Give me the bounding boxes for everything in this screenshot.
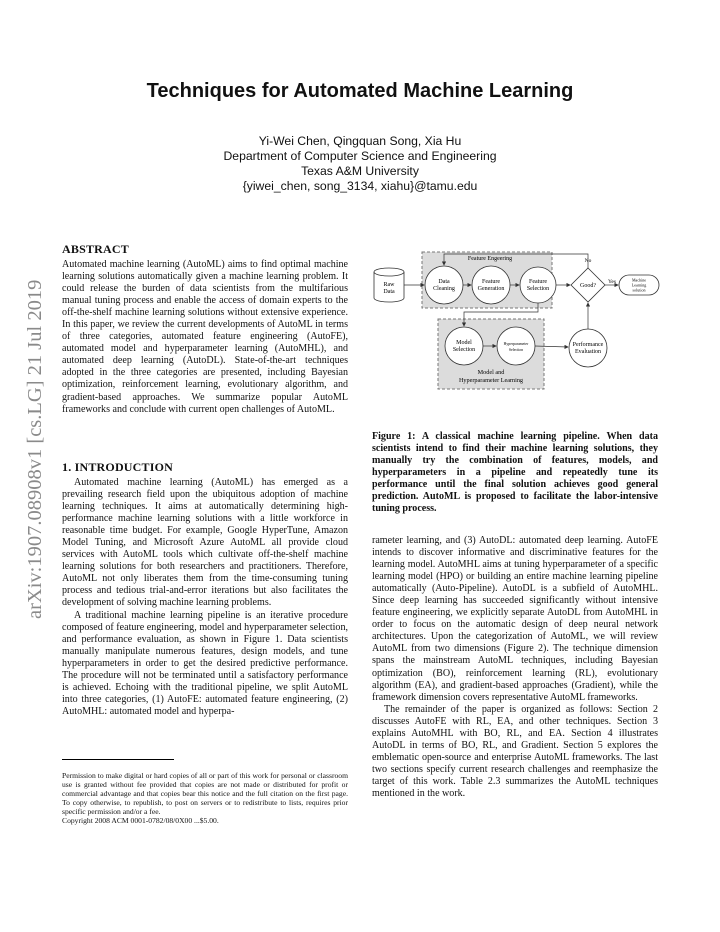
hyperparameter-label-1: Hyperparameter xyxy=(503,342,529,346)
model-selection-node xyxy=(445,327,483,365)
good-label: Good? xyxy=(580,283,596,289)
pipeline-figure xyxy=(368,250,662,426)
model-group-label-2: Hyperparameter Learning xyxy=(458,377,524,384)
author-email: {yiwei_chen, song_3134, xiahu}@tamu.edu xyxy=(242,179,478,193)
feature-selection-label-1: Feature xyxy=(529,279,547,285)
author-department: Department of Computer Science and Engineering xyxy=(223,149,497,163)
introduction-section xyxy=(62,460,348,718)
author-university: Texas A&M University xyxy=(301,164,419,178)
solution-label-2: Learning xyxy=(631,282,647,288)
performance-label-2: Evaluation xyxy=(575,349,601,355)
footnote-rule xyxy=(62,759,174,760)
paper-title: Techniques for Automated Machine Learning xyxy=(146,80,574,102)
right-paragraph-1: rameter learning, and (3) AutoDL: automated deep learning. AutoFE intends to discover informative and discriminative features for the learning model. AutoMHL aims at tuning hyperparameter of a specific learning model (HPO) or building an entire machine learning pipeline automatically (Auto-Pipeline). AutoDL is a subfield of AutoMHL. Since deep learning has succeeded significantly without intensive feature engineering, we explicitly separate AutoDL from AutoMHL in order to focus on the automatic design of deep neural network architectures. Upon the categorization of AutoML, we will review AutoML from two dimensions (Figure 2). The technique dimension spans the mainstream AutoML techniques, including Bayesian optimization (BO), reinforcement learning (RL), evolutionary algorithm (EA), and gradient-based approaches (Gradient), while the framework dimension covers representative AutoML frameworks. xyxy=(372,535,658,703)
author-names: Yi-Wei Chen, Qingquan Song, Xia Hu xyxy=(258,134,462,148)
hyperparameter-label-2: Selection xyxy=(508,348,524,352)
introduction-heading: 1. INTRODUCTION xyxy=(62,460,174,474)
model-selection-label-1: Model xyxy=(456,340,472,346)
data-cleaning-label-2: Cleaning xyxy=(433,286,455,292)
right-column-text xyxy=(372,535,658,800)
abstract-section xyxy=(62,242,348,416)
intro-paragraph-2: A traditional machine learning pipeline is an iterative procedure composed of feature engineering, model and hyperparameter selection, and performance evaluation, as shown in Figure 1. Data scientists manually manipulate numerous features, design models, and tune hyperparameters in order to get the desired predictive performance. The procedure will not be terminated until a satisfactory performance is achieved. Echoing with the traditional pipeline, we split AutoML into three categories, (1) AutoFE: automated feature engineering, (2) AutoMHL: automated model and hyperpa- xyxy=(62,609,348,717)
raw-data-label-1: Raw xyxy=(383,282,395,288)
figure-caption: Figure 1: A classical machine learning pipeline. When data scientists intend to find their machine learning solutions, they manually try the combination of features, models, and hyperparameters in a pipeline and repeatedly tune its performance until the final solution achieves good general prediction. AutoML is proposed to facilitate the labor-intensive tuning process. xyxy=(372,431,658,514)
intro-paragraph-1: Automated machine learning (AutoML) has emerged as a prevailing research field upon the ubiquitous adoption of machine learning techniques. It aims at automatically determining high-performance machine learning solutions with a little workforce in reasonable time budget. For example, Google HyperTune, Amazon Model Tuning, and Microsoft Azure AutoML all provide cloud services with AutoML tools which cultivate off-the-shelf machine learning solutions for both researchers and practitioners. Therefore, AutoML not only liberates them from the time-consuming tuning process and tedious trial-and-error iterations but also facilitates the development of solving machine learning problems. xyxy=(62,477,348,609)
arxiv-watermark: arXiv:1907.08908v1 [cs.LG] 21 Jul 2019 xyxy=(24,279,46,619)
abstract-text: Automated machine learning (AutoML) aims to find optimal machine learning solutions automatically given a machine learning problem. It could release the burden of data scientists from the multifarious manual tuning process and enable the access of domain experts to the off-the-shelf machine learning solutions without extensive experience. In this paper, we review the current developments of AutoML in terms of three categories, automated feature engineering (AutoFE), automated model and hyperparameter learning (AutoMHL), and automated deep learning (AutoDL). State-of-the-art techniques adopted in the three categories are presented, including Bayesian optimization, reinforcement learning, evolutionary algorithm, and gradient-based approaches. We summarize popular AutoML frameworks and conclude with current open challenges of AutoML. xyxy=(62,259,348,415)
data-cleaning-node xyxy=(425,266,463,304)
solution-label-1: Machine xyxy=(632,277,646,283)
performance-evaluation-node xyxy=(569,329,607,367)
yes-label: Yes xyxy=(607,279,617,285)
model-selection-label-2: Selection xyxy=(452,347,476,353)
feature-generation-label-1: Feature xyxy=(482,279,500,285)
feature-selection-node xyxy=(520,267,556,303)
model-group-label-1: Model and xyxy=(477,369,505,376)
feature-generation-label-2: Generation xyxy=(477,286,505,292)
performance-label-1: Performance xyxy=(572,342,604,348)
right-paragraph-2: The remainder of the paper is organized as follows: Section 2 discusses AutoFE with RL, EA, and other techniques. Section 3 explains AutoMHL with BO, RL, and EA. Section 4 illustrates AutoDL in terms of BO, RL, and Gradient. Section 5 explores the emblematic open-source and enterprise AutoML frameworks. The last two sections specify current research challenges and reemphasize the target of this work. Table 2.3 summarizes the AutoML techniques mentioned in the work. xyxy=(372,703,658,799)
no-label: No xyxy=(584,258,592,264)
feature-group-label: Feature Engeering xyxy=(467,256,513,262)
feature-generation-node xyxy=(472,266,510,304)
feature-selection-label-2: Selection xyxy=(526,286,550,292)
author-block xyxy=(0,134,720,194)
hyperparameter-selection-node xyxy=(497,327,535,365)
abstract-heading: ABSTRACT xyxy=(62,242,129,256)
solution-label-3: solution xyxy=(632,287,646,293)
raw-data-label-2: Data xyxy=(383,289,395,295)
data-cleaning-label-1: Data xyxy=(438,279,450,285)
permission-footnote: Permission to make digital or hard copies of all or part of this work for personal or classroom use is granted without fee provided that copies are not made or distributed for profit or commercial advantage and that copies bear this notice and the full citation on the first page. To copy otherwise, to republish, to post on servers or to redistribute to lists, requires prior specific permission and/or a fee. Copyright 2008 ACM 0001-0782/08/0X00 ...$5.00. xyxy=(62,771,348,826)
